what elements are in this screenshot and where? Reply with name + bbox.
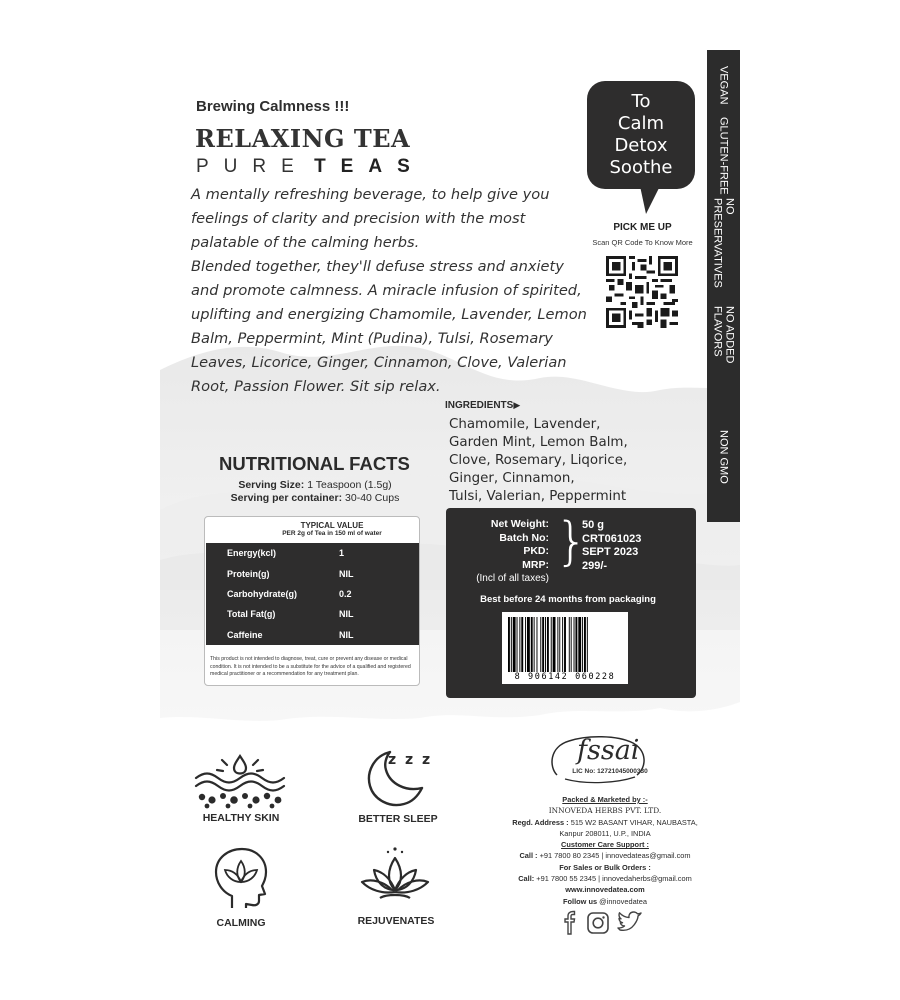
- barcode-bar: [551, 617, 552, 672]
- barcode-bar: [527, 617, 530, 672]
- nutrition-row: [206, 604, 419, 624]
- bubble-line: Calm: [617, 113, 665, 134]
- support-line: [490, 850, 720, 861]
- barcode-bar: [511, 617, 512, 672]
- barcode-bar: [519, 617, 520, 672]
- serving-info: [205, 479, 425, 505]
- support-call: +91 7800 80 2345 | innovedateas@gmail.com: [539, 851, 691, 861]
- nutrition-row: [206, 563, 419, 583]
- claim-vegan: VEGAN: [717, 65, 730, 105]
- nutrient-name: Total Fat(g): [227, 609, 276, 620]
- calming-label: CALMING: [216, 917, 266, 929]
- claim-gluten-free: GLUTEN-FREE: [717, 117, 730, 195]
- company-details: [490, 794, 720, 907]
- claim-non-gmo: NON GMO: [717, 430, 730, 484]
- barcode: [502, 612, 628, 684]
- barcode-bar: [517, 617, 518, 672]
- nutrition-row: [206, 543, 419, 563]
- net-weight-value: 50 g: [582, 519, 605, 531]
- barcode-bar: [553, 617, 556, 672]
- sales-line: [490, 873, 720, 884]
- ingredients-label-text: INGREDIENTS: [445, 400, 514, 411]
- brand-line: [196, 156, 425, 178]
- barcode-bar: [578, 617, 581, 672]
- speech-bubble: [587, 81, 695, 189]
- barcode-bar: [545, 617, 546, 672]
- description-paragraph-2: Blended together, they'll defuse stress and anxiety and promote calmness. A miracle infusion of spirited, uplifting and energizing Chamomile, Lavender, Lemon Balm, Peppermint, Mint (Pudina), Tulsi, Rosemary Leaves, Licorice, Ginger, Cinnamon, Clove, Valerian Root, Passion Flower. Sit sip relax.: [191, 258, 587, 395]
- net-weight-label: Net Weight:: [490, 518, 549, 530]
- typical-value-heading: TYPICAL VALUE: [300, 521, 364, 530]
- pkd-label: PKD:: [523, 545, 549, 557]
- barcode-bar: [569, 617, 570, 672]
- tagline: Brewing Calmness !!!: [196, 98, 350, 115]
- address-line-2: Kanpur 208011, U.P., INDIA: [559, 828, 651, 838]
- medical-disclaimer: This product is not intended to diagnose, treat, cure or prevent any disease or medical condition. It is not intended to be a substitute for the advice of a qualified and registered medical practitioner or a recommendation for any treatment plan.: [210, 656, 411, 677]
- brace-icon: }: [555, 512, 589, 572]
- facebook-icon[interactable]: [565, 912, 575, 935]
- barcode-bar: [557, 617, 558, 672]
- healthy-skin-icon: [192, 752, 288, 810]
- nutrient-value: 1: [339, 548, 345, 559]
- barcode-icon: [508, 617, 622, 672]
- pack-info-values: [582, 519, 641, 573]
- nutrition-title: NUTRITIONAL FACTS: [219, 453, 410, 474]
- address-text: 515 W2 BASANT VIHAR, NAUBASTA,: [570, 817, 698, 827]
- barcode-bar: [547, 617, 549, 672]
- head-lotus-icon: [208, 846, 274, 912]
- barcode-bar: [584, 617, 586, 672]
- nutrition-row: [206, 584, 419, 604]
- barcode-bar: [587, 617, 588, 672]
- best-before: Best before 24 months from packaging: [480, 594, 656, 605]
- follow-line: [490, 896, 720, 907]
- sales-title: For Sales or Bulk Orders :: [559, 862, 651, 872]
- barcode-bar: [559, 617, 560, 672]
- barcode-bar: [521, 617, 523, 672]
- nutrient-value: NIL: [339, 568, 354, 579]
- better-sleep-label: BETTER SLEEP: [358, 813, 438, 825]
- bubble-line: To: [631, 91, 651, 112]
- support-call-label: Call :: [519, 851, 538, 861]
- serving-per-container-value: 30-40 Cups: [345, 492, 400, 504]
- instagram-icon[interactable]: [588, 913, 608, 933]
- per-serving-note: PER 2g of Tea in 150 ml of water: [282, 530, 382, 537]
- company-name: INNOVEDA HERBS PVT. LTD.: [548, 806, 662, 816]
- website-link[interactable]: www.innovedatea.com: [565, 885, 645, 895]
- twitter-icon[interactable]: [618, 912, 641, 930]
- nutrient-value: 0.2: [339, 588, 352, 599]
- nutrition-table: [206, 543, 419, 645]
- qr-code-icon[interactable]: [606, 256, 678, 328]
- barcode-bar: [571, 617, 572, 672]
- follow-handle[interactable]: @innovedatea: [599, 896, 647, 906]
- follow-label: Follow us: [563, 896, 598, 906]
- nutrient-value: NIL: [339, 609, 354, 620]
- barcode-bar: [575, 617, 577, 672]
- barcode-bar: [513, 617, 516, 672]
- nutrient-name: Carbohydrate(g): [227, 588, 298, 599]
- barcode-bar: [531, 617, 533, 672]
- support-title: Customer Care Support :: [561, 840, 649, 850]
- barcode-bar: [537, 617, 538, 672]
- barcode-bar: [564, 617, 566, 672]
- lotus-icon: [358, 846, 432, 908]
- bubble-line: Detox: [614, 135, 668, 156]
- batch-value: CRT061023: [582, 532, 642, 545]
- address-label: Regd. Address :: [512, 817, 569, 827]
- fssai-license: LIC No: 12721045000330: [572, 768, 648, 775]
- barcode-bar: [562, 617, 563, 672]
- nutrient-name: Protein(g): [227, 568, 270, 579]
- pack-info-card: [446, 508, 696, 698]
- nutrition-row: [206, 625, 419, 645]
- speech-bubble-tail: [640, 186, 660, 214]
- nutrient-value: NIL: [339, 629, 354, 640]
- barcode-bar: [508, 617, 510, 672]
- social-icons: [558, 910, 648, 936]
- claim-no-added-flavors: NO ADDED FLAVORS: [711, 306, 736, 364]
- product-description: [191, 183, 591, 399]
- bubble-line: Soothe: [609, 157, 673, 178]
- barcode-bar: [534, 617, 535, 672]
- zzz-text: z z z: [388, 752, 433, 768]
- pack-info-labels: [446, 518, 549, 586]
- claim-no-preservatives: NO PRESERVATIVES: [711, 198, 736, 288]
- fssai-logo-text: fssai: [577, 735, 640, 766]
- pkd-value: SEPT 2023: [582, 546, 639, 558]
- barcode-bar: [542, 617, 544, 672]
- barcode-number: 8 906142 060228: [514, 672, 616, 682]
- serving-size-value: 1 Teaspoon (1.5g): [307, 479, 392, 491]
- sales-call: +91 7800 55 2345 | innovedaherbs@gmail.com: [536, 874, 692, 884]
- nutrient-name: Energy(kcl): [227, 548, 277, 559]
- serving-per-container-label: Serving per container:: [230, 492, 343, 504]
- qr-title: PICK ME UP: [613, 222, 672, 233]
- description-paragraph-1: A mentally refreshing beverage, to help give you feelings of clarity and precision with the most palatable of the calming herbs.: [191, 186, 550, 251]
- mrp-label: MRP:: [522, 558, 549, 571]
- ingredients-list: [449, 416, 699, 506]
- sales-call-label: Call:: [518, 874, 535, 884]
- barcode-bar: [582, 617, 583, 672]
- ingredient-line: Garden Mint, Lemon Balm,: [449, 435, 628, 450]
- barcode-bar: [525, 617, 526, 672]
- healthy-skin-label: HEALTHY SKIN: [202, 812, 280, 824]
- batch-label: Batch No:: [499, 531, 549, 544]
- incl-taxes-label: (Incl of all taxes): [476, 573, 549, 584]
- product-name: RELAXING TEA: [195, 124, 411, 153]
- brand-teas: TEAS: [314, 156, 425, 177]
- serving-size-label: Serving Size:: [238, 479, 305, 491]
- address-line-1: [490, 817, 720, 828]
- qr-caption: Scan QR Code To Know More: [592, 238, 693, 247]
- packed-by-label: Packed & Marketed by :-: [562, 795, 648, 804]
- nutrient-name: Caffeine: [227, 629, 263, 640]
- nutrition-table-card: [204, 516, 420, 686]
- play-arrow-icon: ▶: [513, 400, 521, 410]
- ingredient-line: Chamomile, Lavender,: [449, 417, 601, 432]
- mrp-value: 299/-: [582, 559, 608, 572]
- barcode-bar: [540, 617, 541, 672]
- ingredient-line: Ginger, Cinnamon,: [449, 471, 575, 486]
- ingredient-line: Tulsi, Valerian, Peppermint: [449, 489, 627, 504]
- brand-pure: PURE: [196, 156, 309, 177]
- ingredient-line: Clove, Rosemary, Liqorice,: [449, 453, 628, 468]
- nutrition-table-header: [205, 517, 419, 543]
- barcode-bar: [574, 617, 575, 672]
- ingredients-label: [445, 400, 520, 411]
- rejuvenates-label: REJUVENATES: [357, 915, 435, 927]
